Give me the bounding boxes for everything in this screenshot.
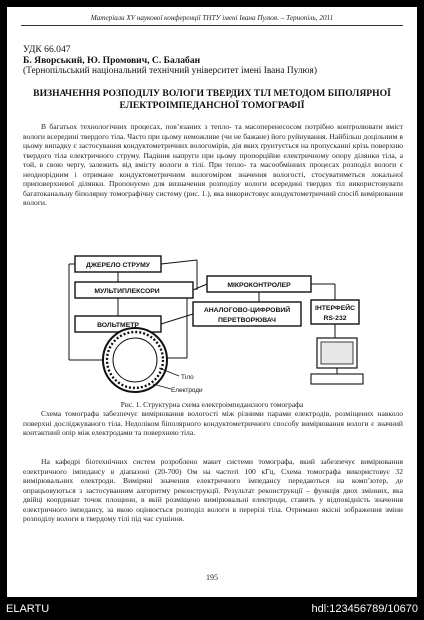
current-source-label: ДЖЕРЕЛО СТРУМУ — [86, 262, 150, 269]
interface-label-line2: RS-232 — [323, 315, 347, 322]
udk-code: УДК 66.047 — [23, 44, 71, 55]
document-page — [7, 7, 417, 597]
multiplexers-label: МУЛЬТИПЛЕКСОРИ — [94, 288, 160, 295]
voltmeter-label: ВОЛЬТМЕТР — [97, 322, 139, 329]
affiliation: (Тернопільський національний технічний університет імені Івана Пулюя) — [23, 66, 317, 76]
interface-label-line1: ІНТЕРФЕЙС — [314, 305, 356, 312]
computer-icon — [311, 338, 363, 384]
electrode-ring — [103, 328, 167, 392]
figure-caption: Рис. 1. Структурна схема електроімпедансного томографа — [120, 400, 304, 409]
paragraph-results: На кафедрі біотехнічних систем розроблено макет системи томографа, який забезпечує вимірювання електричного імпедансу в діапазоні (20-700) Ом на частоті 100 кГц. Схема томографа використовує 32 вимірювальних електроди. Виміряні значення електричного імпедансу передаються на комп’ютер, де опрацьовуються з застосуванням алгоритму реконструкції. Результат реконструкції – функція двох змінних, яка двійці координат точок площини, в якій розміщено вимірювальні електроди, ставить у відповідність значення електричного імпедансу, за якою оцінюється розподіл вологи в перерізі тіла. Отримано якісні зображення зміни розподілу вологи в твердому тілі під час сушіння. — [23, 457, 403, 523]
running-header: Матеріали XV наукової конференції ТНТУ імені Івана Пулюя. – Тернопіль, 2011 — [90, 14, 334, 22]
paragraph-intro: В багатьох технологічних процесах, пов’язаних з тепло- та масоперенесосом потрібно контролювати вміст вологи всередині твердого тіла. Часто при цьому неможливе (чи не бажане) його руйнування. Найбільш доцільним в цьому випадку є застосування кондуктометричних вологомірів, дія яких ґрунтується на пропусканні крізь поверхню твердого тіла електричного струму. Падіння напруги при цьому пропорційне електричному опору ділянки тіла, а той, в свою чергу, залежить від вмісту вологи в тілі. При тепло- та масообмінних процесах розподіл вологи є неоднорідним і отримане кондуктометричним вологоміром значення вологості, стосуватиметься локальної приповерхневої ділянки. Пропонуємо для визначення розподілу вологи всередині твердих тіл використовувати багатоканальну біполярну томографічну систему (рис. 1.), яка використовує кондуктометричний спосіб вимірювання вологи. — [23, 122, 403, 207]
electrodes-label: Електроди — [171, 387, 203, 394]
authors: Б. Яворський, Ю. Промович, С. Балабан — [23, 55, 201, 66]
block-diagram-figure — [47, 250, 367, 396]
header-rule — [21, 25, 403, 26]
tomograph-block-diagram — [47, 250, 367, 396]
microcontroller-label: МІКРОКОНТРОЛЕР — [227, 282, 291, 289]
adc-label-line1: АНАЛОГОВО-ЦИФРОВИЙ — [203, 307, 291, 314]
paragraph-scheme: Схема томографа забезпечує вимірювання вологості між різними парами електродів, розміщених навколо поверхні досліджуваного тіла. Недоліком біполярного кондуктометричного способу вимірювання вологи є значний контактний опір між електродами та поверхнею тіла. — [23, 409, 403, 437]
article-title: ВИЗНАЧЕННЯ РОЗПОДІЛУ ВОЛОГИ ТВЕРДИХ ТІЛ МЕТОДОМ БІПОЛЯРНОЇ ЕЛЕКТРОІМПЕДАНСНОЇ ТОМОГРАФІЇ — [33, 88, 391, 111]
repository-name: ELARTU — [6, 603, 50, 615]
adc-label-line2: ПЕРЕТВОРЮВАЧ — [218, 317, 276, 324]
page-number: 195 — [206, 573, 218, 582]
handle-identifier: hdl:123456789/10670 — [311, 603, 418, 615]
electrodes-pointer — [153, 384, 171, 389]
body-label: Тіло — [181, 374, 194, 381]
